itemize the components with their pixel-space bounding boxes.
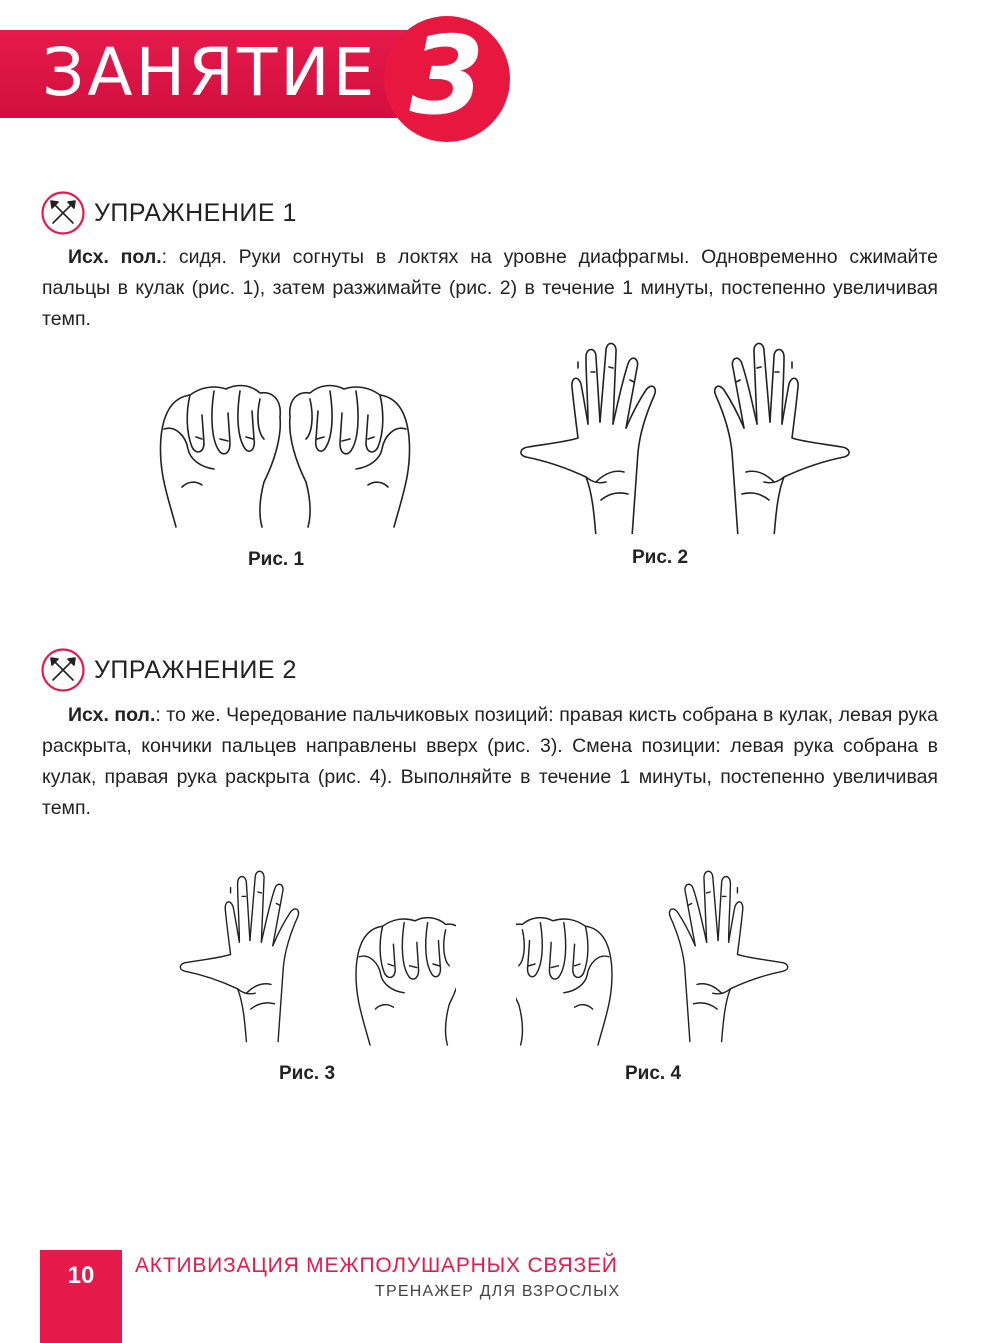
lesson-title: ЗАНЯТИЕ <box>42 34 378 111</box>
figure-3-hands <box>176 866 456 1052</box>
figure-2-caption: Рис. 2 <box>632 547 689 568</box>
footer-book-subtitle: ТРЕНАЖЕР ДЛЯ ВЗРОСЛЫХ <box>375 1283 621 1300</box>
page-number: 10 <box>67 1262 95 1289</box>
exercise-2-body: : то же. Чередование пальчиковых позиций: правая кисть собрана в кулак, левая рука раскрыта, кончики пальцев направлены вверх (рис. 3). Смена позиции: левая рука собрана в кулак, правая рука раскрыта (рис. 4). Выполняйте в течение 1 минуты, постепенно увеличивая темп. <box>42 704 939 819</box>
exercise-2-heading <box>40 647 297 693</box>
figure-4-hands <box>516 866 796 1052</box>
crossed-arrows-icon <box>40 190 86 236</box>
exercise-1-body: : сидя. Руки согнуты в локтях на уровне диафрагмы. Одновременно сжимайте пальцы в кулак (рис. 1), затем разжимайте (рис. 2) в течение 1 минуты, постепенно увеличивая темп. <box>42 246 938 330</box>
figure-3-caption: Рис. 3 <box>279 1063 336 1084</box>
exercise-1-heading <box>40 190 297 236</box>
lesson-number-badge <box>384 16 510 142</box>
figure-1-fists <box>156 372 416 544</box>
figure-2-open-hands <box>516 338 856 534</box>
crossed-arrows-icon <box>40 647 86 693</box>
lesson-number: 3 <box>409 14 485 139</box>
exercise-2-title: УПРАЖНЕНИЕ 2 <box>94 655 297 684</box>
exercise-2-text <box>42 700 938 824</box>
exercise-1-lead: Исх. пол. <box>68 246 162 268</box>
exercise-2-lead: Исх. пол. <box>68 704 156 726</box>
exercise-1-text <box>42 242 938 335</box>
figure-4-caption: Рис. 4 <box>625 1063 682 1084</box>
figure-1-caption: Рис. 1 <box>248 549 305 570</box>
exercise-1-title: УПРАЖНЕНИЕ 1 <box>94 198 297 227</box>
footer-book-title: АКТИВИЗАЦИЯ МЕЖПОЛУШАРНЫХ СВЯЗЕЙ <box>135 1254 618 1277</box>
